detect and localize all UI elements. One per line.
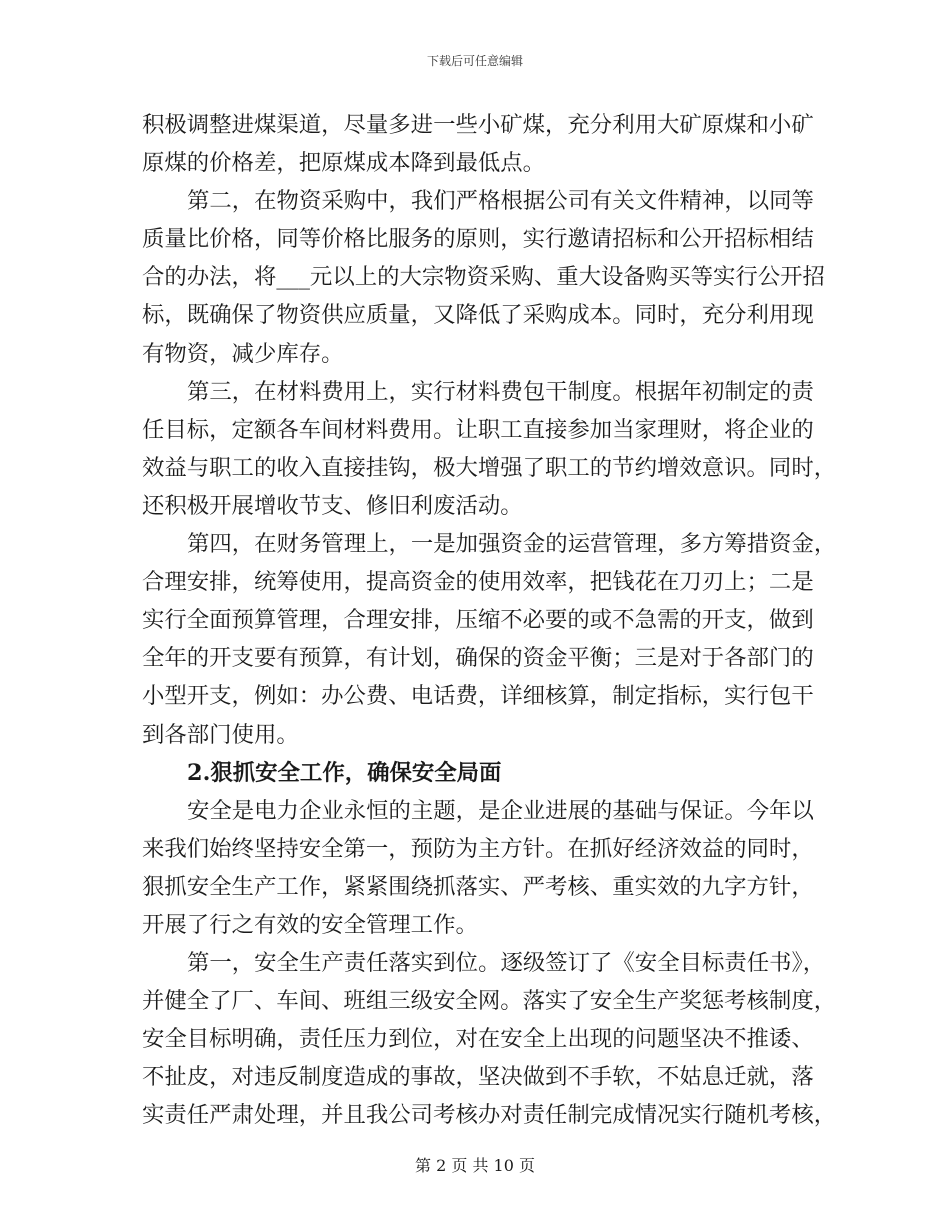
text-line: 第四，在财务管理上，一是加强资金的运营管理，多方筹措资金， bbox=[187, 531, 837, 558]
text-line: 并健全了厂、车间、班组三级安全网。落实了安全生产奖惩考核制度， bbox=[142, 988, 837, 1015]
text-line: 安全目标明确，责任压力到位，对在安全上出现的问题坚决不推诿、 bbox=[142, 1026, 814, 1053]
document-body bbox=[142, 106, 837, 1135]
text-line: 原煤的价格差，把原煤成本降到最低点。 bbox=[142, 150, 546, 177]
text-line: 第一，安全生产责任落实到位。逐级签订了《安全目标责任书》， bbox=[187, 950, 826, 977]
text-line: 实责任严肃处理，并且我公司考核办对责任制完成情况实行随机考核， bbox=[142, 1102, 837, 1129]
text-line: 积极调整进煤渠道，尽量多进一些小矿煤，充分利用大矿原煤和小矿 bbox=[142, 112, 814, 138]
text-line: 来我们始终坚持安全第一，预防为主方针。在抓好经济效益的同时， bbox=[142, 835, 814, 862]
text-line: 实行全面预算管理，合理安排，压缩不必要的或不急需的开支，做到 bbox=[142, 607, 814, 634]
text-line: 合的办法，将___元以上的大宗物资采购、重大设备购买等实行公开招 bbox=[142, 264, 825, 291]
text-line: 质量比价格，同等价格比服务的原则，实行邀请招标和公开招标相结 bbox=[142, 226, 814, 253]
text-line: 效益与职工的收入直接挂钩，极大增强了职工的节约增效意识。同时， bbox=[142, 454, 837, 481]
text-line: 不扯皮，对违反制度造成的事故，坚决做到不手软，不姑息迁就，落 bbox=[142, 1064, 814, 1091]
text-line: 合理安排，统筹使用，提高资金的使用效率，把钱花在刀刃上；二是 bbox=[142, 569, 814, 596]
text-line: 小型开支，例如：办公费、电话费，详细核算，制定指标，实行包干 bbox=[142, 683, 814, 710]
text-line: 任目标，定额各车间材料费用。让职工直接参加当家理财，将企业的 bbox=[142, 416, 814, 443]
page-header: 下载后可任意编辑 bbox=[426, 54, 523, 68]
text-line: 到各部门使用。 bbox=[142, 721, 299, 748]
text-line: 全年的开支要有预算，有计划，确保的资金平衡；三是对于各部门的 bbox=[142, 645, 814, 672]
text-line: 开展了行之有效的安全管理工作。 bbox=[142, 911, 478, 938]
text-line: 第三，在材料费用上，实行材料费包干制度。根据年初制定的责 bbox=[187, 378, 814, 405]
text-line: 有物资，减少库存。 bbox=[142, 340, 344, 367]
page-footer: 第 2 页 共 10 页 bbox=[415, 1156, 535, 1175]
text-line: 标，既确保了物资供应质量，又降低了采购成本。同时，充分利用现 bbox=[142, 302, 814, 329]
text-line: 还积极开展增收节支、修旧利废活动。 bbox=[142, 492, 523, 519]
text-line: 第二，在物资采购中，我们严格根据公司有关文件精神，以同等 bbox=[187, 188, 814, 215]
text-line: 安全是电力企业永恒的主题，是企业进展的基础与保证。今年以 bbox=[187, 797, 814, 824]
text-line: 狠抓安全生产工作，紧紧围绕抓落实、严考核、重实效的九字方针， bbox=[142, 873, 814, 900]
section-heading: 2.狠抓安全工作，确保安全局面 bbox=[187, 759, 502, 786]
